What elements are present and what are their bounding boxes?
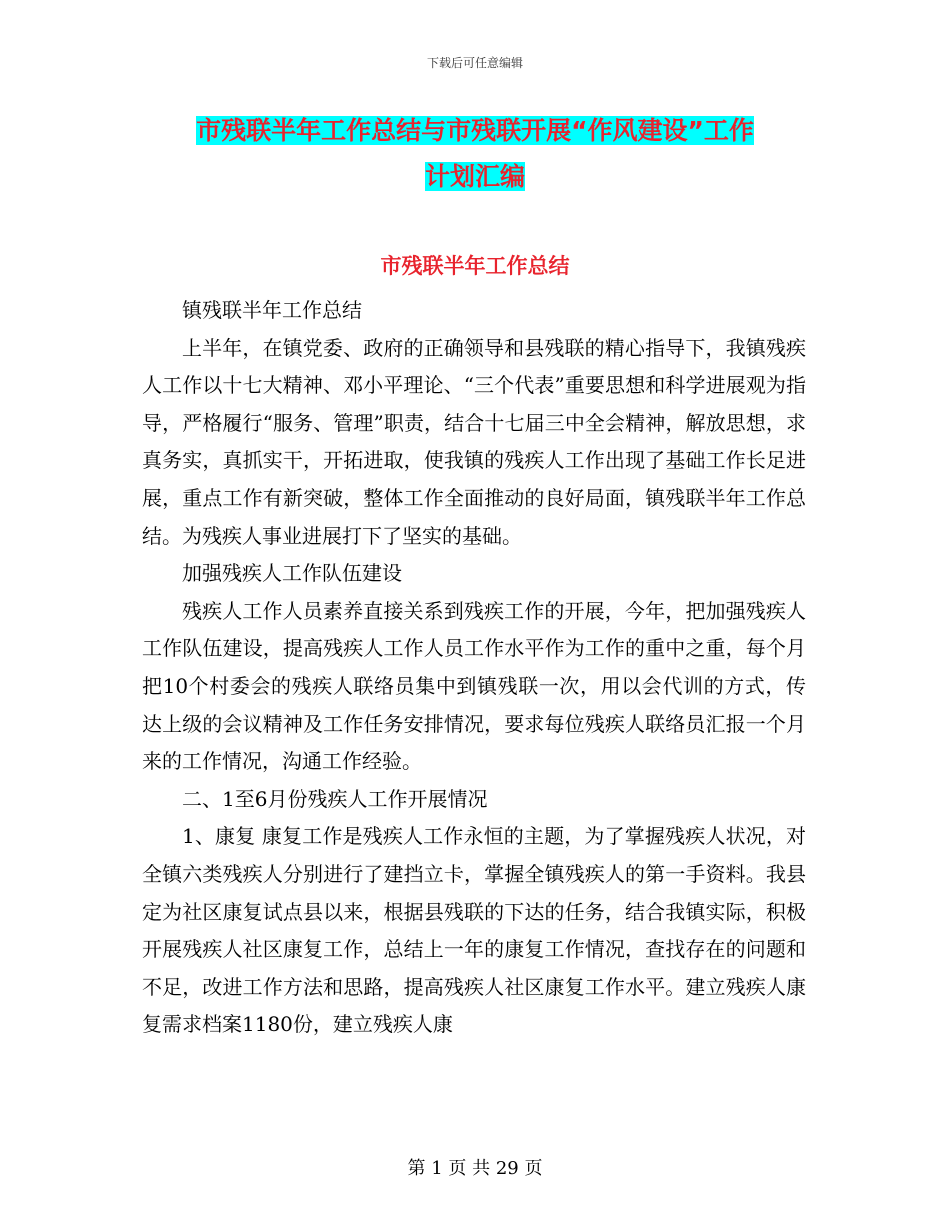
document-title — [150, 108, 800, 200]
header-note: 下载后可任意编辑 — [426, 56, 523, 70]
paragraph-team: 残疾人工作人员素养直接关系到残疾工作的开展，今年，把加强残疾人工作队伍建设，提高残疾人工作人员工作水平作为工作的重中之重，每个月把10个村委会的残疾人联络员集中到镇残联一次，用以会代训的方式，传达上级的会议精神及工作任务安排情况，要求每位残疾人联络员汇报一个月来的工作情况，沟通工作经验。 — [142, 598, 806, 774]
paragraph-rehabilitation: 1、康复 康复工作是残疾人工作永恒的主题，为了掌握残疾人状况，对全镇六类残疾人分别进行了建挡立卡，掌握全镇残疾人的第一手资料。我县定为社区康复试点县以来，根据县残联的下达的任务，结合我镇实际，积极开展残疾人社区康复工作，总结上一年的康复工作情况，查找存在的问题和不足，改进工作方法和思路，提高残疾人社区康复工作水平。建立残疾人康复需求档案1180份，建立残疾人康 — [142, 824, 806, 1037]
body-text — [142, 292, 806, 1044]
document-title-line-1: 市残联半年工作总结与市残联开展“作风建设”工作 — [196, 116, 754, 145]
section-heading: 市残联半年工作总结 — [380, 254, 570, 278]
paragraph-heading-progress: 二、1至6月份残疾人工作开展情况 — [182, 786, 488, 811]
page-footer: 第 1 页 共 29 页 — [407, 1158, 543, 1179]
document-title-line-2: 计划汇编 — [424, 162, 525, 191]
paragraph-intro: 上半年，在镇党委、政府的正确领导和县残联的精心指导下，我镇残疾人工作以十七大精神、邓小平理论、“三个代表”重要思想和科学进展观为指导，严格履行“服务、管理”职责，结合十七届三中全会精神，解放思想，求真务实，真抓实干，开拓进取，使我镇的残疾人工作出现了基础工作长足进展，重点工作有新突破，整体工作全面推动的良好局面，镇残联半年工作总结。为残疾人事业进展打下了坚实的基础。 — [142, 335, 806, 548]
paragraph-heading-team: 加强残疾人工作队伍建设 — [182, 561, 402, 586]
paragraph-subtitle: 镇残联半年工作总结 — [182, 298, 362, 322]
